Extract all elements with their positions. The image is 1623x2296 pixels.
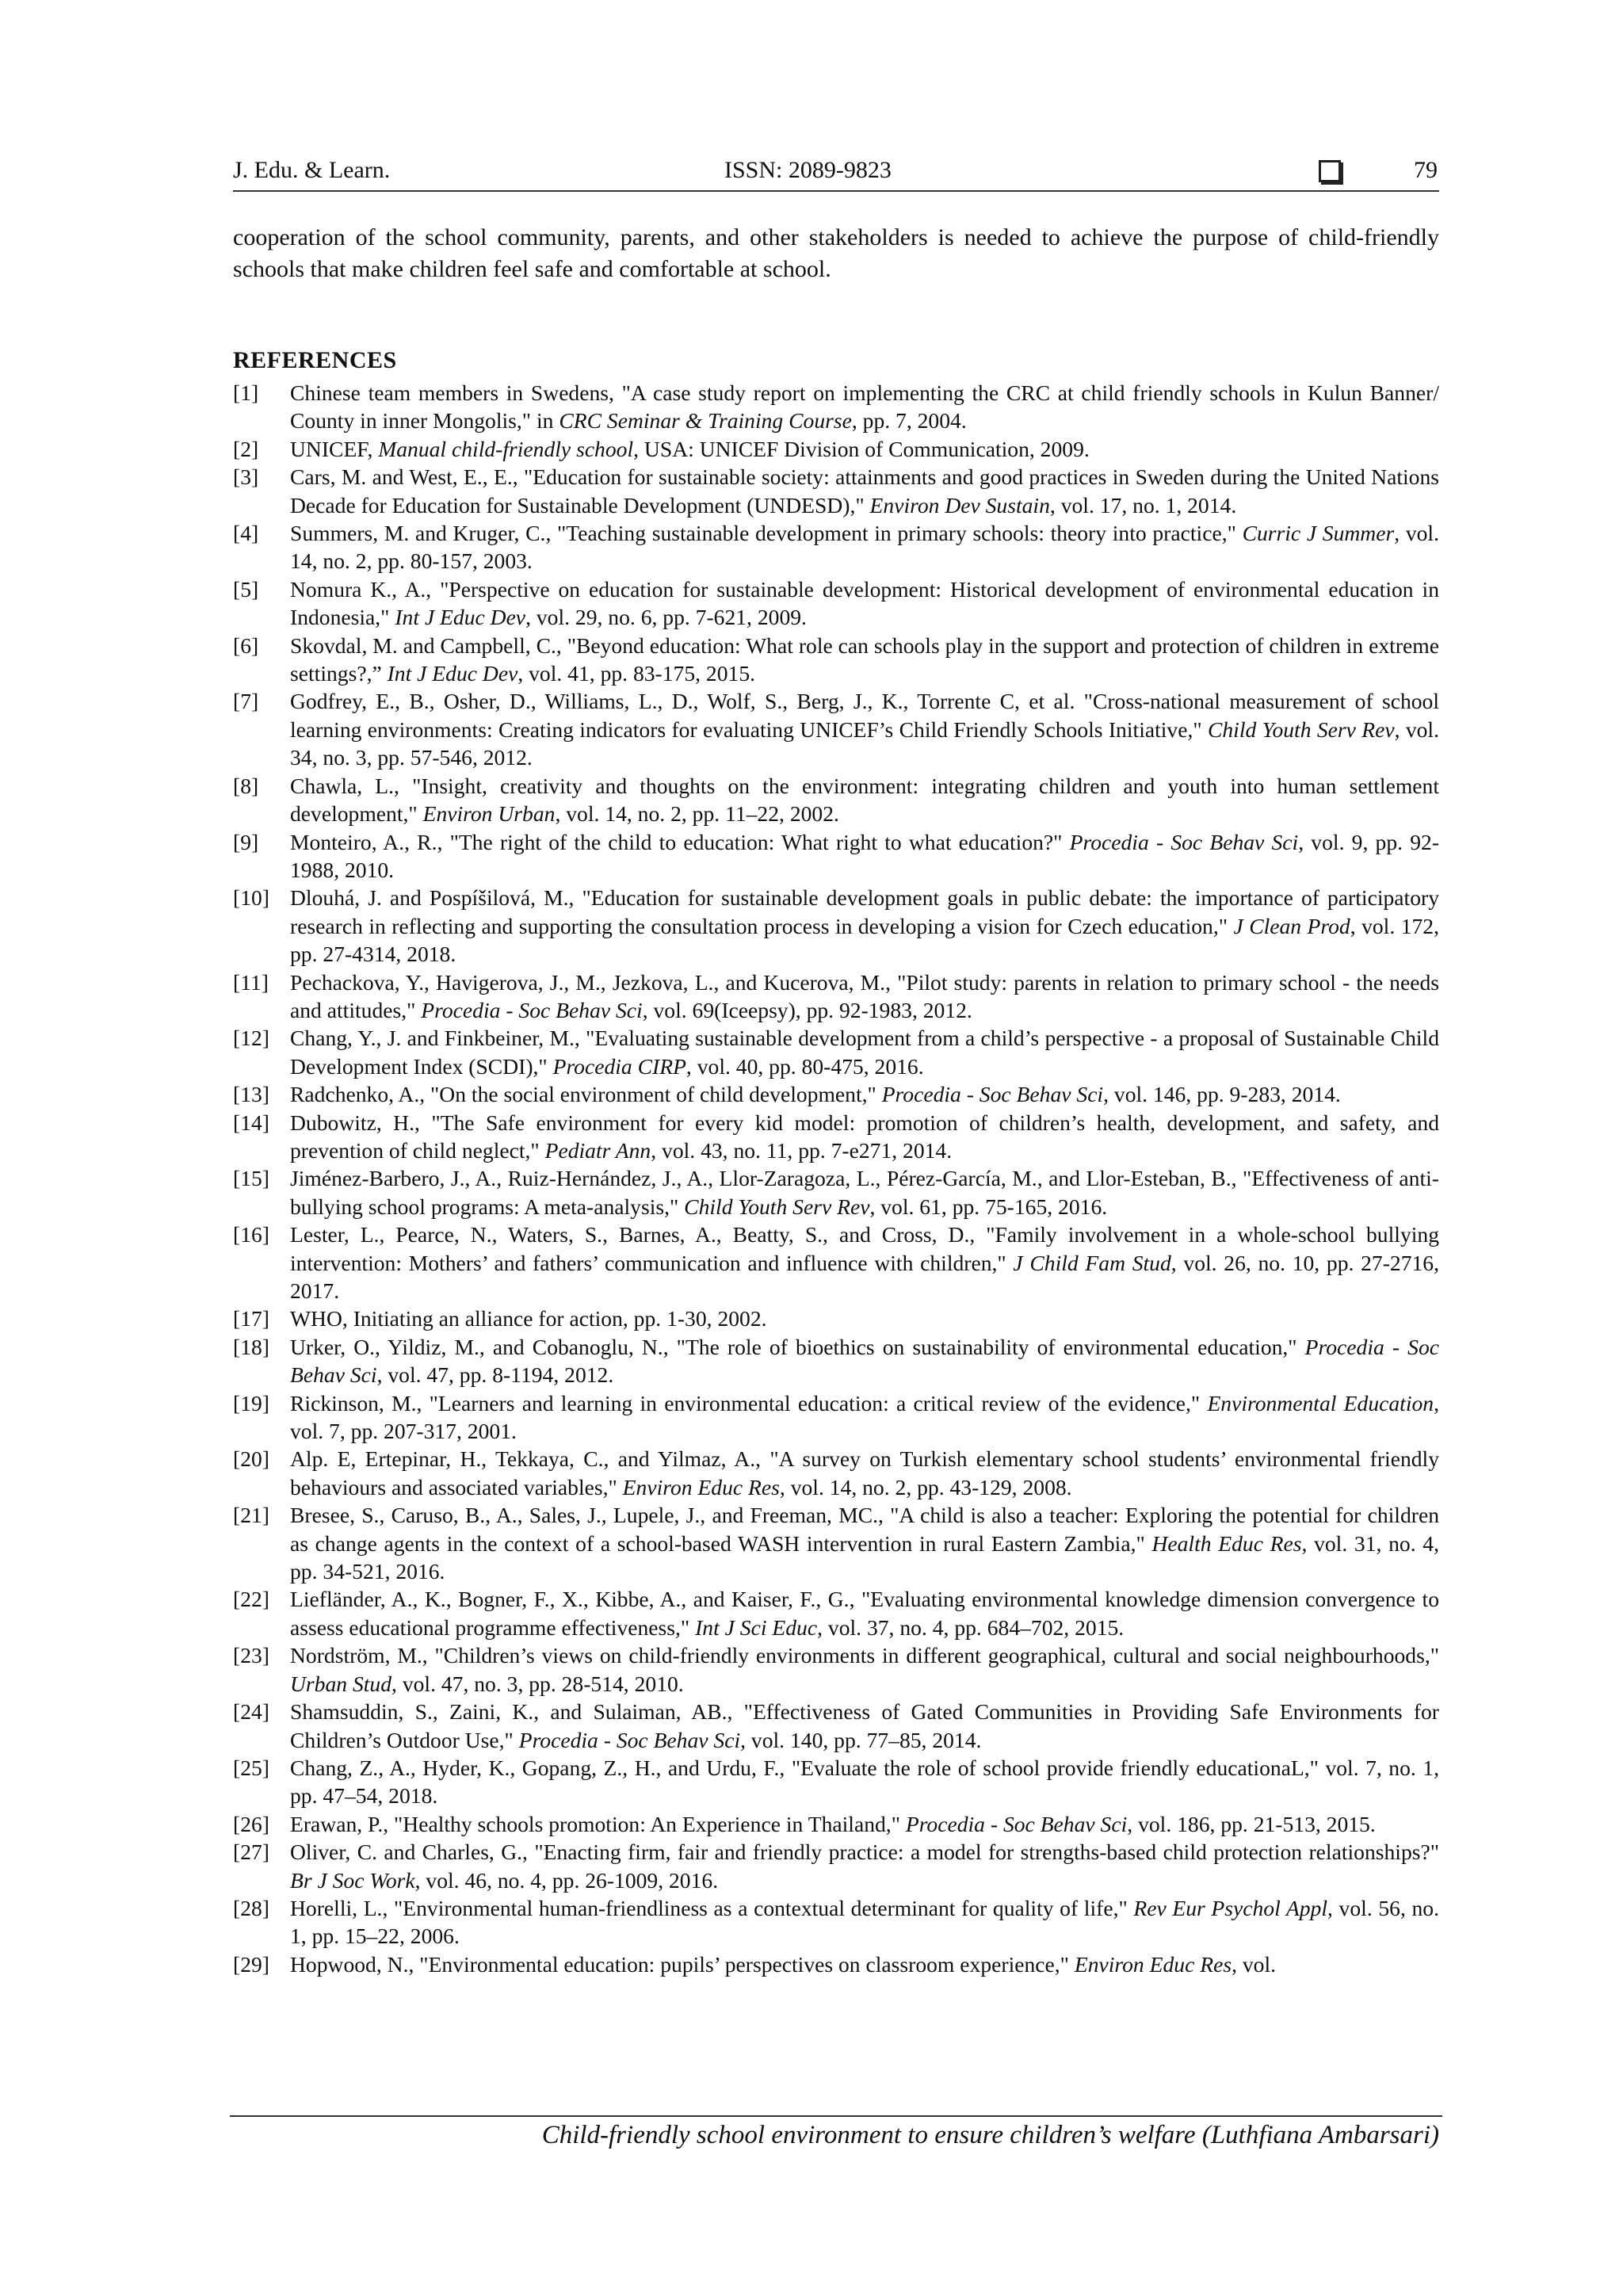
footer-divider [230, 2115, 1442, 2117]
reference-details: , USA: UNICEF Division of Communication, 2009. [633, 436, 1090, 461]
reference-item [233, 1585, 1439, 1641]
reference-text [290, 1754, 1439, 1810]
reference-text [290, 1894, 1439, 1950]
reference-item [233, 1305, 1439, 1332]
reference-item [233, 1754, 1439, 1810]
reference-number: [8] [233, 773, 259, 798]
reference-item [233, 1950, 1439, 1978]
reference-item [233, 1080, 1439, 1108]
reference-number: [9] [233, 829, 259, 854]
reference-source: Health Educ Res [1151, 1530, 1302, 1556]
reference-details: , vol. 69(Iceepsy), pp. 92-1983, 2012. [642, 997, 972, 1022]
reference-text [290, 1221, 1439, 1305]
reference-body: Chang, Z., A., Hyder, K., Gopang, Z., H., and Urdu, F., "Evaluate the role of school provide friendly educationaL," vol. 7, no. 1, pp. 47–54, 2018. [290, 1755, 1439, 1809]
reference-text [290, 1389, 1439, 1446]
reference-body: UNICEF, [290, 436, 379, 461]
reference-item [233, 1024, 1439, 1080]
reference-item [233, 1810, 1439, 1838]
reference-text [290, 772, 1439, 828]
reference-body: WHO, Initiating an alliance for action, pp. 1-30, 2002. [290, 1306, 767, 1331]
reference-details: , vol. 61, pp. 75-165, 2016. [869, 1194, 1108, 1219]
reference-number: [26] [233, 1811, 269, 1836]
reference-source: Environ Educ Res [622, 1474, 780, 1499]
reference-number: [11] [233, 969, 269, 995]
reference-number: [20] [233, 1446, 269, 1472]
reference-details: , vol. 41, pp. 83-175, 2015. [517, 661, 756, 686]
reference-details: , vol. 172, pp. 27-4314, 2018. [290, 913, 1439, 967]
intro-paragraph: cooperation of the school community, parents, and other stakeholders is needed to achieve the purpose of child-friendly schools that make children feel safe and comfortable at school. [233, 224, 1439, 282]
reference-item [233, 1333, 1439, 1389]
references-heading: REFERENCES [233, 347, 397, 373]
reference-number: [12] [233, 1026, 269, 1051]
reference-number: [27] [233, 1839, 269, 1865]
reference-number: [7] [233, 689, 259, 714]
reference-source: Procedia - Soc Behav Sci [1069, 829, 1299, 854]
reference-text [290, 884, 1439, 968]
reference-details: , vol. 14, no. 2, pp. 80-157, 2003. [290, 521, 1439, 574]
reference-source: Procedia CIRP [552, 1053, 686, 1079]
reference-details: , vol. 47, no. 3, pp. 28-514, 2010. [391, 1671, 684, 1696]
reference-source: Child Youth Serv Rev [684, 1194, 870, 1219]
reference-body: Rickinson, M., "Learners and learning in environmental education: a critical review of the evidence," [290, 1390, 1208, 1415]
reference-number: [15] [233, 1166, 269, 1191]
reference-body: Cars, M. and West, E., E., "Education for sustainable society: attainments and good practices in Sweden during the United Nations Decade for Education for Sustainable Development (UNDESD)," [290, 464, 1439, 518]
reference-text [290, 687, 1439, 771]
reference-source: J Clean Prod [1233, 913, 1350, 938]
reference-body: Skovdal, M. and Campbell, C., "Beyond education: What role can schools play in the support and protection of children in extreme settings?,” [290, 632, 1439, 686]
reference-details: , vol. 186, pp. 21-513, 2015. [1127, 1811, 1376, 1836]
reference-item [233, 435, 1439, 463]
reference-source: CRC Seminar & Training Course [559, 408, 852, 434]
reference-item [233, 463, 1439, 519]
reference-number: [21] [233, 1503, 269, 1528]
reference-details: , vol. 37, no. 4, pp. 684–702, 2015. [817, 1614, 1125, 1640]
reference-text [290, 1501, 1439, 1585]
reference-source: Procedia - Soc Behav Sci [290, 1334, 1439, 1388]
reference-body: Shamsuddin, S., Zaini, K., and Sulaiman, AB., "Effectiveness of Gated Communities in Providing Safe Environments for Children’s Outdoor Use," [290, 1699, 1439, 1752]
reference-text [290, 1080, 1439, 1108]
reference-source: Urban Stud [290, 1671, 392, 1696]
reference-source: Environ Urban [422, 801, 556, 827]
reference-body: Summers, M. and Kruger, C., "Teaching sustainable development in primary schools: theory into practice," [290, 521, 1243, 546]
reference-item [233, 1389, 1439, 1446]
reference-body: Chawla, L., "Insight, creativity and thoughts on the environment: integrating children and youth into human settlement development," [290, 773, 1439, 827]
reference-item [233, 1698, 1439, 1754]
reference-body: Chinese team members in Swedens, "A case study report on implementing the CRC at child friendly schools in Kulun Banner/ County in inner Mongolis," in [290, 380, 1439, 434]
reference-item [233, 1838, 1439, 1894]
reference-item [233, 379, 1439, 435]
reference-text [290, 1024, 1439, 1080]
reference-text [290, 575, 1439, 632]
reference-text [290, 1333, 1439, 1389]
reference-details: , vol. 29, no. 6, pp. 7-621, 2009. [525, 605, 807, 630]
reference-text [290, 1838, 1439, 1894]
reference-source: Br J Soc Work [290, 1867, 415, 1893]
reference-item [233, 575, 1439, 632]
reference-item [233, 828, 1439, 884]
reference-source: Environmental Education [1207, 1390, 1434, 1415]
reference-number: [5] [233, 576, 259, 602]
reference-source: Environ Educ Res [1074, 1951, 1232, 1977]
reference-number: [3] [233, 464, 259, 490]
reference-details: , vol. 146, pp. 9-283, 2014. [1103, 1082, 1341, 1107]
reference-body: Nomura K., A., "Perspective on education for sustainable development: Historical development of environmental education in Indonesia," [290, 576, 1439, 630]
reference-text [290, 1109, 1439, 1165]
reference-item [233, 1445, 1439, 1501]
reference-source: Procedia - Soc Behav Sci [421, 997, 643, 1022]
reference-number: [13] [233, 1082, 269, 1107]
reference-item [233, 772, 1439, 828]
reference-body: Bresee, S., Caruso, B., A., Sales, J., Lupele, J., and Freeman, MC., "A child is also a teacher: Exploring the potential for children as change agents in the context of a school-based WASH intervention in rural Eastern Zambia," [290, 1503, 1439, 1556]
reference-text [290, 435, 1439, 463]
reference-text [290, 1164, 1439, 1221]
square-bullet-icon [1319, 160, 1341, 182]
reference-details: , vol. 14, no. 2, pp. 11–22, 2002. [555, 801, 839, 827]
reference-source: Procedia - Soc Behav Sci [518, 1727, 741, 1752]
reference-text [290, 1305, 1439, 1332]
reference-details: , vol. 34, no. 3, pp. 57-546, 2012. [290, 716, 1439, 770]
reference-body: Dlouhá, J. and Pospíšilová, M., "Education for sustainable development goals in public debate: the importance of participatory research in reflecting and supporting the consultation process in developing a vision for Czech education," [290, 885, 1439, 938]
reference-source: Manual child-friendly school [378, 436, 634, 461]
reference-text [290, 463, 1439, 519]
reference-item [233, 1164, 1439, 1221]
reference-item [233, 1501, 1439, 1585]
reference-text [290, 1810, 1439, 1838]
reference-body: Godfrey, E., B., Osher, D., Williams, L., D., Wolf, S., Berg, J., K., Torrente C, et al. "Cross-national measurement of school learning environments: Creating indicators for evaluating UNICEF’s Child Friendly Schools Initiative," [290, 689, 1439, 742]
reference-body: Dubowitz, H., "The Safe environment for every kid model: promotion of children’s health, development, and safety, and prevention of child neglect," [290, 1110, 1439, 1163]
reference-text [290, 632, 1439, 688]
reference-body: Hopwood, N., "Environmental education: pupils’ perspectives on classroom experience," [290, 1951, 1075, 1977]
reference-item [233, 632, 1439, 688]
reference-body: Urker, O., Yildiz, M., and Cobanoglu, N., "The role of bioethics on sustainability of environmental education," [290, 1334, 1305, 1359]
reference-source: Curric J Summer [1242, 521, 1395, 546]
reference-details: , vol. 26, no. 10, pp. 27-2716, 2017. [290, 1250, 1439, 1303]
reference-text [290, 1585, 1439, 1641]
reference-item [233, 884, 1439, 968]
issn-label: ISSN: 2089-9823 [724, 157, 892, 183]
running-header [233, 155, 1439, 192]
reference-item [233, 519, 1439, 575]
reference-item [233, 687, 1439, 771]
reference-text [290, 1698, 1439, 1754]
reference-details: , vol. 14, no. 2, pp. 43-129, 2008. [779, 1474, 1072, 1499]
reference-item [233, 1109, 1439, 1165]
reference-number: [1] [233, 380, 259, 405]
reference-text [290, 519, 1439, 575]
reference-body: Horelli, L., "Environmental human-friendliness as a contextual determinant for quality of life," [290, 1895, 1134, 1920]
reference-number: [10] [233, 885, 269, 911]
reference-item [233, 1641, 1439, 1698]
reference-text [290, 828, 1439, 884]
reference-number: [28] [233, 1895, 269, 1920]
reference-details: , vol. 40, pp. 80-475, 2016. [685, 1053, 924, 1079]
reference-number: [25] [233, 1755, 269, 1780]
reference-details: , vol. 17, no. 1, 2014. [1049, 492, 1237, 518]
reference-body: Pechackova, Y., Havigerova, J., M., Jezkova, L., and Kucerova, M., "Pilot study: parents in relation to primary school - the needs and attitudes," [290, 969, 1439, 1022]
reference-details: , pp. 7, 2004. [851, 408, 967, 434]
reference-details: , vol. 31, no. 4, pp. 34-521, 2016. [290, 1530, 1439, 1584]
reference-number: [16] [233, 1222, 269, 1247]
reference-details: , vol. 140, pp. 77–85, 2014. [740, 1727, 982, 1752]
reference-body: Liefländer, A., K., Bogner, F., X., Kibbe, A., and Kaiser, F., G., "Evaluating environmental knowledge dimension convergence to assess educational programme effectiveness," [290, 1587, 1439, 1640]
reference-body: Monteiro, A., R., "The right of the child to education: What right to what education?" [290, 829, 1070, 854]
reference-text [290, 1445, 1439, 1501]
reference-number: [6] [233, 632, 259, 658]
reference-number: [22] [233, 1587, 269, 1612]
journal-name: J. Edu. & Learn. [233, 157, 391, 183]
reference-body: Jiménez-Barbero, J., A., Ruiz-Hernández, J., A., Llor-Zaragoza, L., Pérez-García, M., and Llor-Esteban, B., "Effectiveness of anti-bullying school programs: A meta-analysis," [290, 1166, 1439, 1219]
page-number: 79 [1414, 157, 1438, 183]
reference-details: , vol. [1232, 1951, 1277, 1977]
reference-number: [14] [233, 1110, 269, 1135]
reference-item [233, 1894, 1439, 1950]
reference-body: Erawan, P., "Healthy schools promotion: An Experience in Thailand," [290, 1811, 906, 1836]
reference-item [233, 1221, 1439, 1305]
reference-source: Procedia - Soc Behav Sci [905, 1811, 1128, 1836]
reference-text [290, 968, 1439, 1025]
running-footer: Child-friendly school environment to ensure children’s welfare (Luthfiana Ambarsari) [541, 2121, 1439, 2149]
reference-source: J Child Fam Stud [1013, 1250, 1171, 1275]
reference-number: [17] [233, 1306, 269, 1331]
reference-source: Int J Sci Educ [695, 1614, 818, 1640]
reference-number: [24] [233, 1699, 269, 1725]
reference-source: Int J Educ Dev [387, 661, 518, 686]
reference-item [233, 968, 1439, 1025]
reference-number: [19] [233, 1390, 269, 1415]
reference-body: Oliver, C. and Charles, G., "Enacting firm, fair and friendly practice: a model for strengths-based child protection relationships?" [290, 1839, 1439, 1865]
reference-source: Pediatr Ann [544, 1137, 651, 1163]
reference-list [233, 379, 1439, 1978]
reference-number: [29] [233, 1951, 269, 1977]
reference-body: Nordström, M., "Children’s views on child-friendly environments in different geographical, cultural and social neighbourhoods," [290, 1643, 1439, 1668]
reference-details: , vol. 46, no. 4, pp. 26-1009, 2016. [414, 1867, 719, 1893]
reference-body: Lester, L., Pearce, N., Waters, S., Barnes, A., Beatty, S., and Cross, D., "Family involvement in a whole-school bullying intervention: Mothers’ and fathers’ communication and influence with children," [290, 1222, 1439, 1275]
reference-number: [23] [233, 1643, 269, 1668]
reference-text [290, 379, 1439, 435]
reference-source: Procedia - Soc Behav Sci [881, 1082, 1104, 1107]
reference-details: , vol. 47, pp. 8-1194, 2012. [376, 1362, 614, 1388]
reference-details: , vol. 56, no. 1, pp. 15–22, 2006. [290, 1895, 1439, 1949]
reference-body: Radchenko, A., "On the social environment of child development," [290, 1082, 882, 1107]
reference-text [290, 1641, 1439, 1698]
reference-text [290, 1950, 1439, 1978]
reference-body: Chang, Y., J. and Finkbeiner, M., "Evaluating sustainable development from a child’s perspective - a proposal of Sustainable Child Development Index (SCDI)," [290, 1026, 1439, 1079]
reference-source: Rev Eur Psychol Appl [1133, 1895, 1328, 1920]
reference-details: , vol. 9, pp. 92-1988, 2010. [290, 829, 1440, 882]
reference-source: Child Youth Serv Rev [1207, 716, 1395, 742]
reference-details: , vol. 7, pp. 207-317, 2001. [290, 1390, 1440, 1444]
reference-source: Environ Dev Sustain [869, 492, 1050, 518]
reference-number: [4] [233, 521, 259, 546]
reference-details: , vol. 43, no. 11, pp. 7-e271, 2014. [651, 1137, 953, 1163]
reference-number: [18] [233, 1334, 269, 1359]
reference-source: Int J Educ Dev [395, 605, 526, 630]
reference-number: [2] [233, 436, 259, 461]
reference-body: Alp. E, Ertepinar, H., Tekkaya, C., and Yilmaz, A., "A survey on Turkish elementary school students’ environmental friendly behaviours and associated variables," [290, 1446, 1439, 1499]
